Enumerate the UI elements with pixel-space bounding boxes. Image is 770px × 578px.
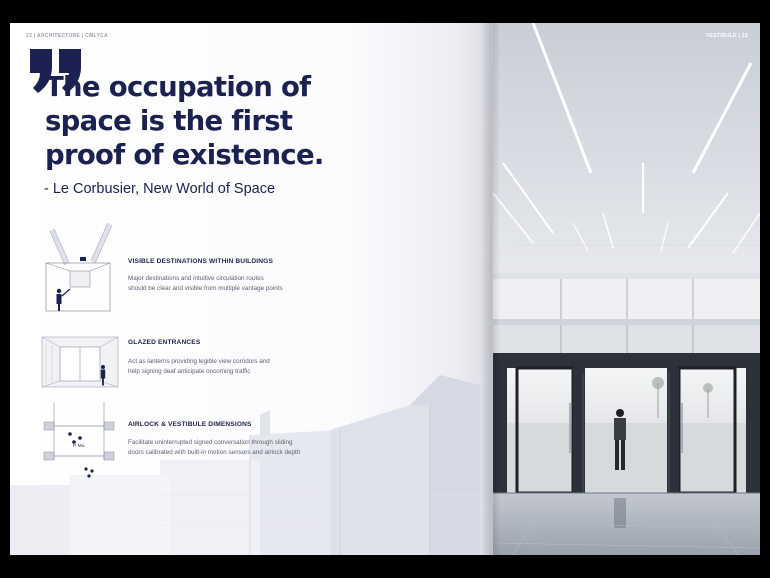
item-description-line: doors calibrated with built-in motion sensors and airlock depth	[128, 448, 301, 456]
glazed-entrances-illustration	[40, 333, 120, 393]
item-description-line: Facilitate uninterrupted signed conversation through sliding	[128, 439, 293, 446]
quote-attribution: - Le Corbusier, New World of Space	[44, 181, 276, 197]
item-title: GLAZED ENTRANCES	[128, 339, 201, 346]
vestibule-photo	[493, 23, 760, 555]
item-title: AIRLOCK & VESTIBULE DIMENSIONS	[128, 421, 252, 428]
left-page	[10, 23, 493, 555]
magazine-spread	[10, 23, 760, 555]
right-page	[493, 23, 760, 555]
page-folio: 22 | ARCHITECTURE | CMLYCA	[26, 33, 108, 39]
item-description	[128, 438, 328, 457]
pull-quote	[45, 70, 345, 172]
item-description	[128, 274, 328, 293]
airlock-plan-illustration	[40, 398, 120, 483]
plan-label: P. Mo.	[73, 443, 86, 448]
visible-destinations-illustration	[40, 223, 115, 318]
item-title: VISIBLE DESTINATIONS WITHIN BUILDINGS	[128, 258, 273, 265]
item-description-line: Major destinations and intuitive circulation routes	[128, 275, 264, 282]
quote-line: The occupation of	[45, 71, 311, 103]
quote-line: space is the first	[45, 105, 293, 137]
item-description-line: Act as lanterns providing legible view corridors and	[128, 358, 270, 365]
item-description	[128, 357, 328, 376]
page-gutter-shadow	[480, 23, 500, 555]
quote-line: proof of existence.	[45, 139, 324, 171]
item-description-line: help signing deaf anticipate oncoming traffic	[128, 367, 251, 375]
item-description-line: should be clear and visible from multiple vantage points	[128, 284, 283, 292]
page-folio: VESTIBULE | 23	[706, 33, 748, 39]
